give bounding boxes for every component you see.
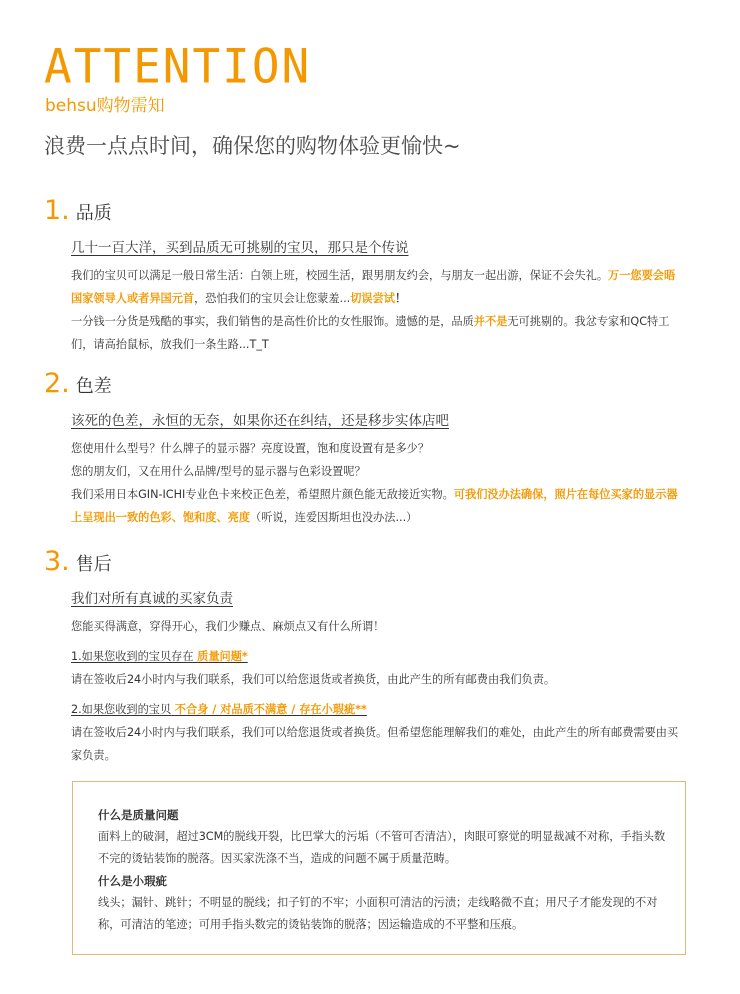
attention-title: ATTENTION [44,38,312,94]
section-subtitle: 我们对所有真诚的买家负责 [71,591,233,607]
aftersale-item-2-desc: 请在签收后24小时内与我们联系，我们可以给您退货或者换货。但希望您能理解我们的难处，由此产生的所有邮费需要由买家负责。 [71,726,679,762]
section-title: 售后 [75,554,112,575]
flaw-desc: 线头；漏针、跳针；不明显的脱线；扣子钉的不牢；小面积可清洁的污渍；走线略微不直；用尺子才能发现的不对称，可清洁的笔迹；可用手指头数完的烫钻装饰的脱落；因运输造成的不平整和压痕。 [98,896,658,931]
section-aftersale [44,546,684,767]
slogan: 浪费一点点时间，确保您的购物体验更愉快~ [44,134,461,158]
aftersale-intro: 您能买得满意，穿得开心，我们少赚点、麻烦点又有什么所谓！ [71,620,385,633]
color-paragraph-3 [71,483,684,529]
text: 2.如果您收到的宝贝 [71,703,172,716]
section-heading [44,368,684,399]
aftersale-item-1-title [71,646,684,668]
highlight-text: 切误尝试 [350,292,395,305]
highlight-text: 万一您要会晤国家领导人或者异国元首 [71,269,676,305]
section-title: 色差 [75,376,112,397]
quality-paragraph-1 [71,264,684,310]
text: 我们采用日本GIN-ICHI专业色卡来校正色差，希望照片颜色能无敌接近实物。 [71,488,454,501]
section-title: 品质 [75,203,112,224]
text: （听说，连爱因斯坦也没办法...） [250,511,418,524]
section-heading [44,546,684,577]
aftersale-item-2-title [71,699,684,721]
text: 我们的宝贝可以满足一般日常生活：白领上班，校园生活，跟男朋友约会，与朋友一起出游，保证不会失礼。 [71,269,609,282]
section-number: 2. [44,368,70,399]
section-color [44,368,684,529]
text: 无可挑剔的。我忿专家和QC特工们，请高抬鼠标，放我们一条生路...T_T [71,315,670,351]
section-subtitle: 几十一百大洋，买到品质无可挑剔的宝贝，那只是个传说 [71,240,409,256]
section-heading [44,195,684,226]
highlight-text: 并不是 [473,315,508,328]
aftersale-item-1-desc: 请在签收后24小时内与我们联系，我们可以给您退货或者换货，由此产生的所有邮费由我们负责。 [71,673,556,686]
flaw-heading: 什么是小瑕疵 [98,874,167,888]
text: ，恐怕我们的宝贝会让您蒙羞... [194,292,351,305]
color-paragraph-2: 您的朋友们，又在用什么品牌/型号的显示器与色彩设置呢？ [71,465,366,478]
page-subtitle: behsu购物需知 [45,96,165,116]
text: ！ [394,292,407,305]
text: 一分钱一分货是残酷的事实，我们销售的是高性价比的女性服饰。遗憾的是，品质 [71,315,474,328]
quality-paragraph-2 [71,310,684,356]
definitions-box [72,781,686,955]
section-subtitle: 该死的色差，永恒的无奈，如果你还在纠结，还是移步实体店吧 [71,413,449,429]
highlight-text: 不合身 / 对品质不满意 / 存在小瑕疵** [174,703,367,716]
section-quality [44,195,684,356]
quality-issue-heading: 什么是质量问题 [98,808,179,822]
highlight-text: 可我们没办法确保，照片在每位买家的显示器上呈现出一致的色彩、饱和度、亮度 [71,488,678,524]
quality-issue-desc: 面料上的破洞，超过3CM的脱线开裂，比巴掌大的污垢（不管可否清洁），肉眼可察觉的明显裁减不对称，手指头数不完的烫钻装饰的脱落。因买家洗涤不当，造成的问题不属于质量范畴。 [98,830,666,865]
section-number: 3. [44,546,70,577]
color-paragraph-1: 您使用什么型号？什么牌子的显示器？亮度设置，饱和度设置有是多少？ [71,442,430,455]
section-number: 1. [44,195,70,226]
highlight-text: 质量问题* [197,650,248,663]
text: 1.如果您收到的宝贝存在 [71,650,194,663]
